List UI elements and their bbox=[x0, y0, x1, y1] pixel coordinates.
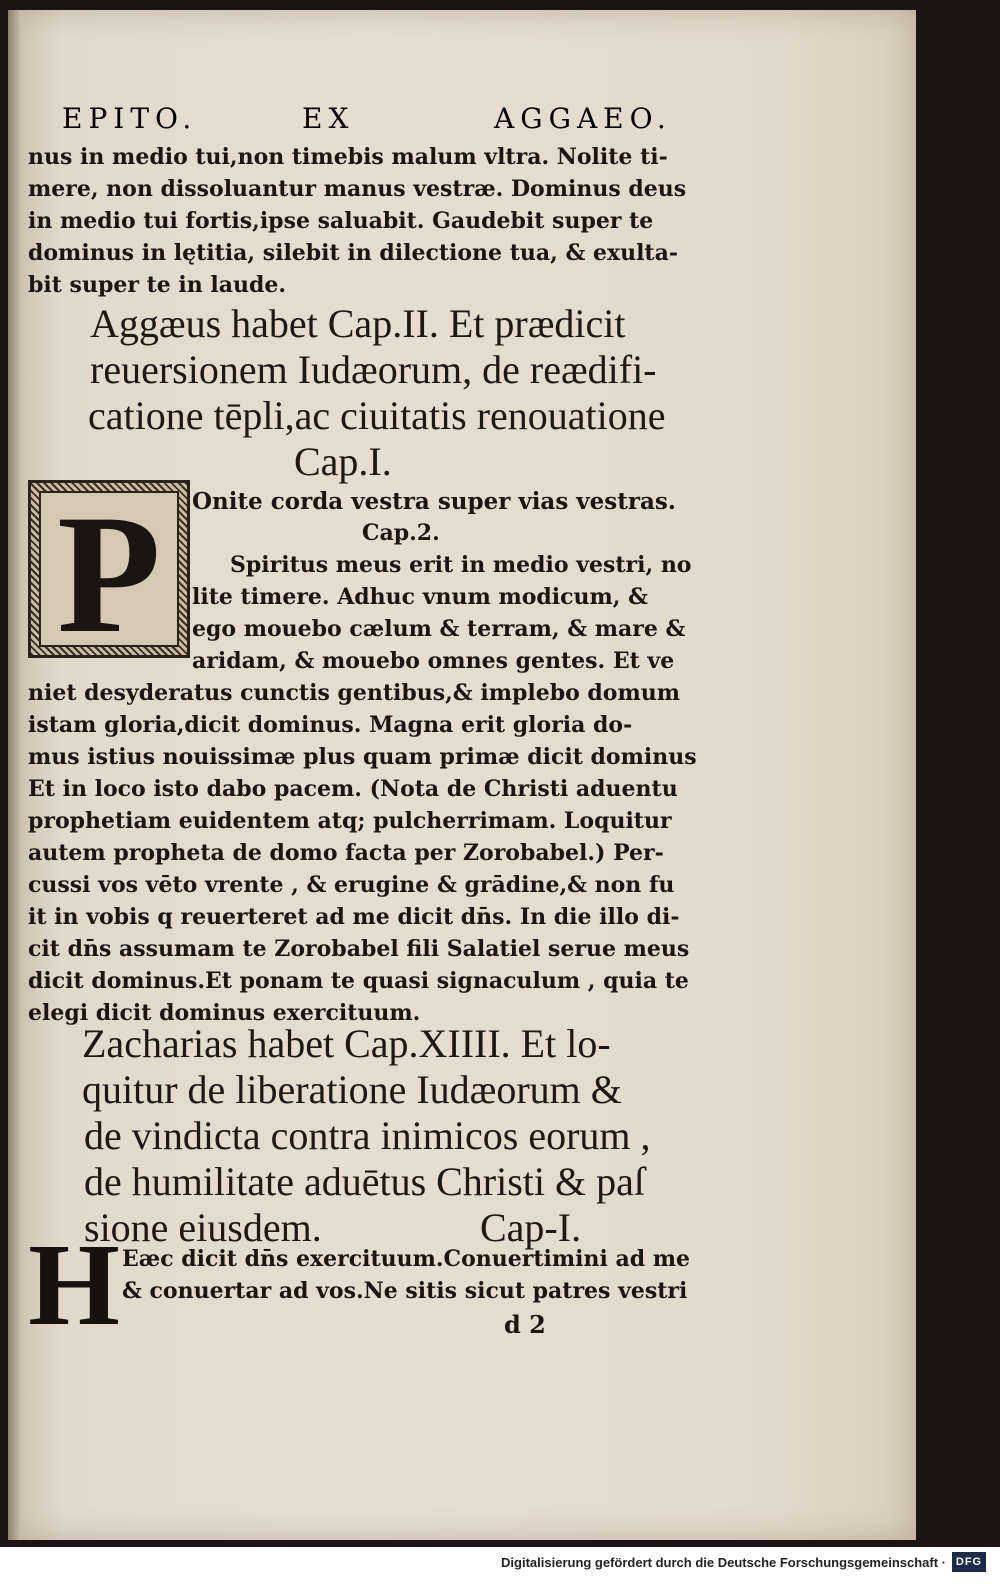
text-line: in medio tui fortis,ipse saluabit. Gaudebit super te bbox=[28, 208, 654, 234]
chapter-heading: quitur de liberatione Iudæorum & bbox=[82, 1067, 622, 1112]
initial-letter: H bbox=[28, 1219, 120, 1350]
text-line: elegi dicit dominus exercituum. bbox=[28, 1000, 421, 1026]
signature-mark: d 2 bbox=[504, 1310, 546, 1339]
text-line: dicit dominus.Et ponam te quasi signaculum , quia te bbox=[28, 968, 689, 994]
dfg-logo: DFG bbox=[952, 1552, 986, 1572]
text-line: autem propheta de domo facta per Zorobabel.) Per- bbox=[28, 840, 664, 866]
running-head-left: EPITO. bbox=[62, 102, 198, 135]
chapter-number: Cap.I. bbox=[294, 439, 392, 484]
initial-letter: P bbox=[57, 480, 161, 668]
book-page bbox=[8, 10, 916, 1540]
running-head-right: AGGAEO. bbox=[494, 102, 672, 135]
chapter-number: Cap-I. bbox=[480, 1205, 582, 1250]
chapter-heading: Zacharias habet Cap.XIIII. Et lo- bbox=[82, 1021, 611, 1066]
text-line: bit super te in laude. bbox=[28, 272, 287, 298]
running-head-center: EX bbox=[302, 102, 355, 135]
text-line: aridam, & mouebo omnes gentes. Et ve bbox=[192, 648, 675, 674]
chapter-heading: de humilitate aduētus Christi & paſ bbox=[84, 1159, 646, 1204]
text-line: Spiritus meus erit in medio vestri, no bbox=[230, 552, 692, 578]
text-line: cussi vos vēto vrente , & erugine & grādine,& non fu bbox=[28, 872, 675, 898]
decorated-initial-frame bbox=[39, 480, 179, 668]
text-line: Onite corda vestra super vias vestras. bbox=[192, 488, 676, 515]
text-line: ego mouebo cælum & terram, & mare & bbox=[192, 616, 686, 642]
text-line: cit dn̄s assumam te Zorobabel fili Salatiel serue meus bbox=[28, 936, 690, 962]
text-line: istam gloria,dicit dominus. Magna erit gloria do- bbox=[28, 712, 633, 738]
text-line: & conuertar ad vos.Ne sitis sicut patres vestri bbox=[122, 1278, 688, 1304]
text-line: lite timere. Adhuc vnum modicum, & bbox=[192, 584, 648, 610]
decorated-initial bbox=[28, 480, 190, 668]
text-line: mere, non dissoluantur manus vestræ. Dominus deus bbox=[28, 176, 687, 202]
text-line: niet desyderatus cunctis gentibus,& implebo domum bbox=[28, 680, 681, 706]
text-line: dominus in lętitia, silebit in dilectione tua, & exulta- bbox=[28, 240, 678, 266]
chapter-number: Cap.2. bbox=[362, 520, 440, 546]
chapter-heading: de vindicta contra inimicos eorum , bbox=[84, 1113, 651, 1158]
text-line: mus istius nouissimæ plus quam primæ dicit dominus bbox=[28, 744, 697, 770]
text-line: Eæc dicit dn̄s exercituum.Conuertimini ad me bbox=[122, 1246, 691, 1272]
chapter-heading: catione tēpli,ac ciuitatis renouatione bbox=[88, 393, 666, 438]
text-line: nus in medio tui,non timebis malum vltra. Nolite ti- bbox=[28, 144, 668, 170]
text-line: Et in loco isto dabo pacem. (Nota de Christi aduentu bbox=[28, 776, 678, 802]
chapter-heading: reuersionem Iudæorum, de reædifi- bbox=[90, 347, 657, 392]
chapter-heading: sione eiusdem. bbox=[84, 1205, 322, 1250]
text-line: prophetiam euidentem atq; pulcherrimam. Loquitur bbox=[28, 808, 672, 834]
text-line: it in vobis q reuerteret ad me dicit dn̄s. In die illo di- bbox=[28, 904, 680, 930]
chapter-heading: Aggæus habet Cap.II. Et prædicit bbox=[90, 301, 626, 346]
funding-credit: Digitalisierung gefördert durch die Deutsche Forschungsgemeinschaft · bbox=[501, 1555, 946, 1570]
page-gutter bbox=[8, 10, 22, 1540]
